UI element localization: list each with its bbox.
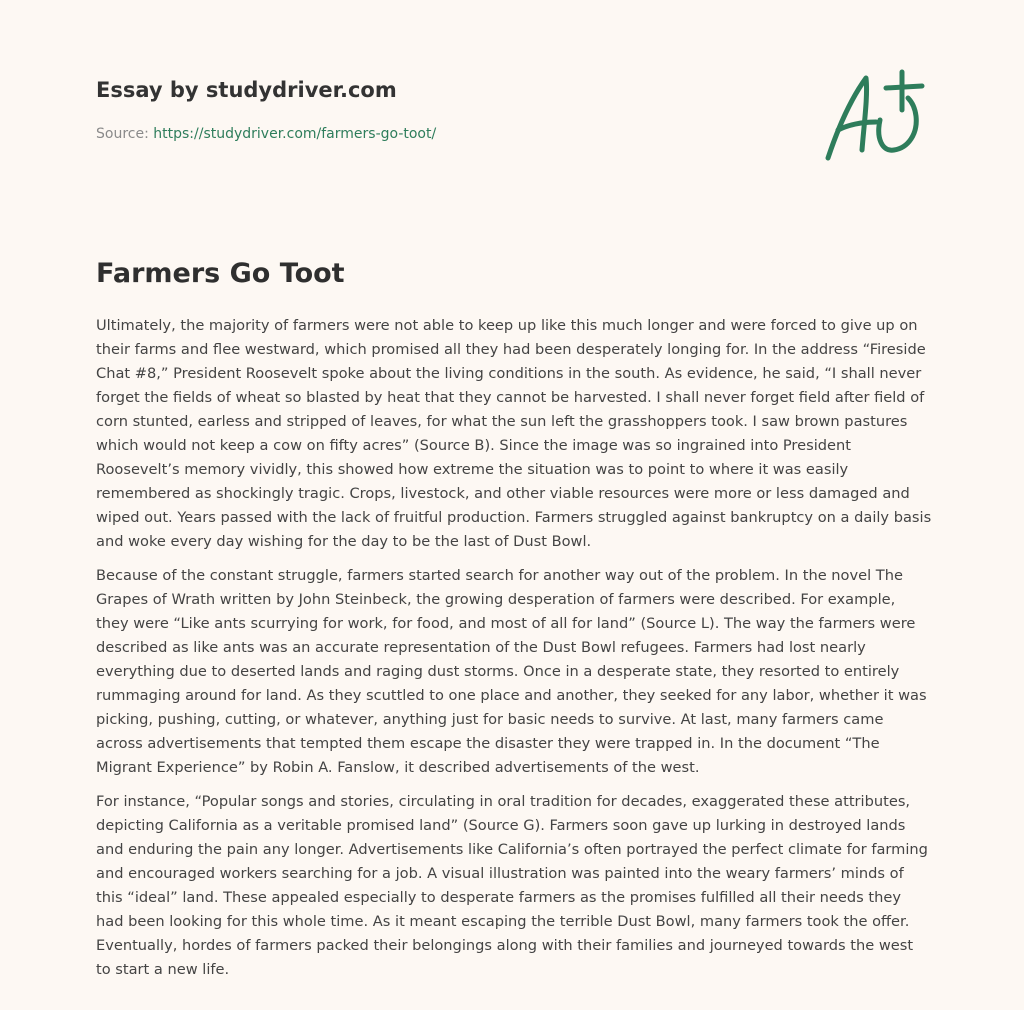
site-brand: Essay by studydriver.com [96, 78, 397, 102]
source-line [96, 124, 696, 144]
page-header [96, 76, 696, 144]
paragraph-1: Ultimately, the majority of farmers were not able to keep up like this much longer and were forced to give up on their farms and flee westward, which promised all they had been desperately longing for. In the address “Fireside Chat #8,” President Roosevelt spoke about the living conditions in the south. As evidence, he said, “I shall never forget the fields of wheat so blasted by heat that they cannot be harvested. I shall never forget field after field of corn stunted, earless and stripped of leaves, for what the sun left the grasshoppers took. I saw brown pastures which would not keep a cow on fifty acres” (Source B). Since the image was so ingrained into President Roosevelt’s memory vividly, this showed how extreme the situation was to point to where it was easily remembered as shockingly tragic. Crops, livestock, and other viable resources were more or less damaged and wiped out. Years passed with the lack of fruitful production. Farmers struggled against bankruptcy on a daily basis and woke every day wishing for the day to be the last of Dust Bowl. [96, 317, 932, 550]
source-link[interactable]: https://studydriver.com/farmers-go-toot/ [153, 126, 437, 142]
paragraph-2: Because of the constant struggle, farmers started search for another way out of the problem. In the novel The Grapes of Wrath written by John Steinbeck, the growing desperation of farmers were described. For example, they were “Like ants scurrying for work, for food, and most of all for land” (Source L). The way the farmers were described as like ants was an accurate representation of the Dust Bowl refugees. Farmers had lost nearly everything due to deserted lands and raging dust storms. Once in a desperate state, they resorted to entirely rummaging around for land. As they scuttled to one place and another, they seeked for any labor, whether it was picking, pushing, cutting, or whatever, anything just for basic needs to survive. At last, many farmers came across advertisements that tempted them escape the disaster they were trapped in. In the document “The Migrant Experience” by Robin A. Fanslow, it described advertisements of the west. [96, 567, 927, 776]
paragraph-3: For instance, “Popular songs and stories, circulating in oral tradition for decades, exaggerated these attributes, depicting California as a veritable promised land” (Source G). Farmers soon gave up lurking in destroyed lands and enduring the pain any longer. Advertisements like California’s often portrayed the perfect climate for farming and encouraged workers searching for a job. A visual illustration was painted into the weary farmers’ minds of this “ideal” land. These appealed especially to desperate farmers as the promises fulfilled all their needs they had been looking for this whole time. As it meant escaping the terrible Dust Bowl, many farmers took the offer. Eventually, hordes of farmers packed their belongings along with their families and journeyed towards the west to start a new life. [96, 793, 928, 978]
article-body [96, 314, 932, 992]
article-title: Farmers Go Toot [96, 258, 345, 289]
a-plus-grade-logo-icon [820, 66, 930, 166]
source-label: Source: [96, 126, 154, 142]
